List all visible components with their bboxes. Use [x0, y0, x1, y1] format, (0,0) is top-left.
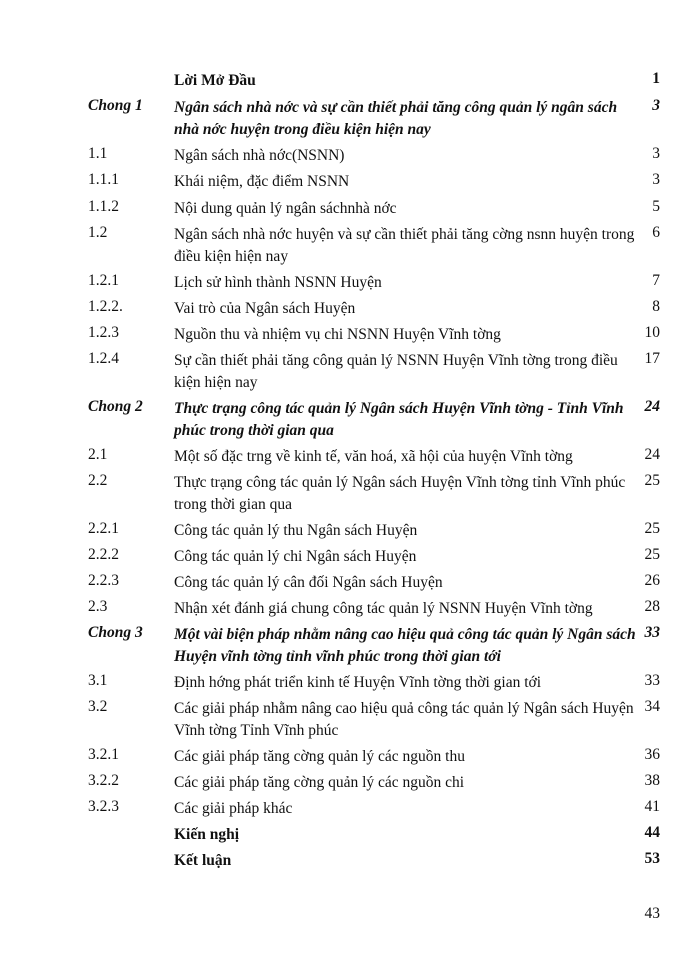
toc-entry-title: Lịch sử hình thành NSNN Huyện: [174, 274, 382, 291]
toc-entry-page: 53: [644, 850, 660, 867]
toc-entry-page: 17: [644, 350, 660, 367]
toc-entry-number: 1.2.4: [88, 350, 119, 367]
toc-entry-title: Công tác quản lý cân đối Ngân sách Huyện: [174, 574, 443, 591]
toc-entry-title: Ngân sách nhà nớc và sự cần thiết phải tăng công quản lý ngân sách nhà nớc huyện trong điều kiện hiện nay: [174, 99, 618, 138]
toc-entry-number: Chong 2: [88, 398, 143, 415]
toc-entry-number: 2.2.1: [88, 520, 119, 537]
toc-entry-page: 44: [644, 824, 660, 841]
toc-entry-number: 1.2.2.: [88, 298, 123, 315]
toc-entry-title: Ngân sách nhà nớc huyện và sự cần thiết phải tăng cờng nsnn huyện trong điều kiện hiện nay: [174, 226, 635, 265]
toc-entry-page: 25: [644, 546, 660, 563]
toc-entry-title: Các giải pháp nhằm nâng cao hiệu quả công tác quản lý Ngân sách Huyện Vĩnh tờng Tỉnh Vĩnh phúc: [174, 700, 634, 739]
toc-entry-page: 3: [652, 145, 660, 162]
toc-entry-page: 1: [652, 70, 660, 87]
toc-entry-page: 25: [644, 520, 660, 537]
toc-entry-number: 2.2: [88, 472, 108, 489]
toc-entry-page: 7: [652, 272, 660, 289]
toc-entry-title: Vai trò của Ngân sách Huyện: [174, 300, 356, 317]
toc-entry-title: Kiến nghị: [174, 826, 240, 843]
toc-entry-page: 24: [644, 446, 660, 463]
toc-entry-page: 24: [644, 398, 660, 415]
toc-entry-number: 3.2: [88, 698, 108, 715]
toc-entry-page: 5: [652, 198, 660, 215]
toc-entry-page: 38: [644, 772, 660, 789]
toc-entry-title: Các giải pháp khác: [174, 800, 293, 817]
toc-entry-number: 3.2.2: [88, 772, 119, 789]
toc-entry-title: Thực trạng công tác quản lý Ngân sách Huyện Vĩnh tờng tỉnh Vĩnh phúc trong thời gian qua: [174, 474, 626, 513]
toc-entry-title: Nhận xét đánh giá chung công tác quản lý NSNN Huyện Vĩnh tờng: [174, 600, 593, 617]
toc-entry-number: 1.1.2: [88, 198, 119, 215]
toc-entry-page: 41: [644, 798, 660, 815]
toc-entry-title: Lời Mở Đầu: [174, 72, 256, 89]
toc-entry-title: Ngân sách nhà nớc(NSNN): [174, 147, 345, 164]
toc-entry-title: Nguồn thu và nhiệm vụ chi NSNN Huyện Vĩnh tờng: [174, 326, 501, 343]
toc-entry-number: 3.1: [88, 672, 108, 689]
toc-entry-title: Công tác quản lý thu Ngân sách Huyện: [174, 522, 418, 539]
toc-entry-title: Khái niệm, đặc điểm NSNN: [174, 173, 350, 190]
toc-entry-number: Chong 1: [88, 97, 143, 114]
page-number: 43: [644, 905, 660, 922]
toc-entry-page: 28: [644, 598, 660, 615]
toc-entry-number: Chong 3: [88, 624, 143, 641]
toc-entry-page: 34: [644, 698, 660, 715]
toc-entry-title: Thực trạng công tác quản lý Ngân sách Huyện Vĩnh tờng - Tỉnh Vĩnh phúc trong thời gian qua: [174, 400, 624, 439]
toc-entry-title: Nội dung quản lý ngân sáchnhà nớc: [174, 200, 397, 217]
toc-entry-title: Kết luận: [174, 852, 232, 869]
toc-entry-page: 3: [652, 97, 660, 114]
toc-entry-page: 33: [644, 624, 660, 641]
toc-entry-number: 2.2.3: [88, 572, 119, 589]
toc-entry-title: Công tác quản lý chi Ngân sách Huyện: [174, 548, 417, 565]
toc-entry-number: 3.2.1: [88, 746, 119, 763]
toc-entry-page: 8: [652, 298, 660, 315]
toc-entry-title: Sự cần thiết phải tăng công quản lý NSNN Huyện Vĩnh tờng trong điều kiện hiện nay: [174, 352, 618, 391]
toc-entry-page: 3: [652, 171, 660, 188]
toc-entry-number: 1.2.3: [88, 324, 119, 341]
toc-entry-number: 3.2.3: [88, 798, 119, 815]
toc-entry-title: Một số đặc trng về kinh tế, văn hoá, xã hội của huyện Vĩnh tờng: [174, 448, 573, 465]
toc-entry-title: Các giải pháp tăng cờng quản lý các nguồn chi: [174, 774, 465, 791]
toc-entry-number: 1.2: [88, 224, 108, 241]
toc-entry-number: 2.2.2: [88, 546, 119, 563]
toc-entry-page: 33: [644, 672, 660, 689]
toc-entry-page: 36: [644, 746, 660, 763]
toc-entry-page: 6: [652, 224, 660, 241]
toc-entry-page: 26: [644, 572, 660, 589]
toc-entry-title: Định hớng phát triển kinh tế Huyện Vĩnh tờng thời gian tới: [174, 674, 542, 691]
toc-entry-number: 2.3: [88, 598, 108, 615]
toc-entry-title: Các giải pháp tăng cờng quản lý các nguồn thu: [174, 748, 465, 765]
toc-entry-number: 1.2.1: [88, 272, 119, 289]
toc-entry-title: Một vài biện pháp nhằm nâng cao hiệu quả công tác quản lý Ngân sách Huyện vĩnh tờng tỉnh vĩnh phúc trong thời gian tới: [174, 626, 636, 665]
toc-entry-number: 1.1.1: [88, 171, 119, 188]
toc-entry-number: 2.1: [88, 446, 108, 463]
toc-entry-number: 1.1: [88, 145, 108, 162]
toc-entry-page: 25: [644, 472, 660, 489]
toc-entry-page: 10: [644, 324, 660, 341]
